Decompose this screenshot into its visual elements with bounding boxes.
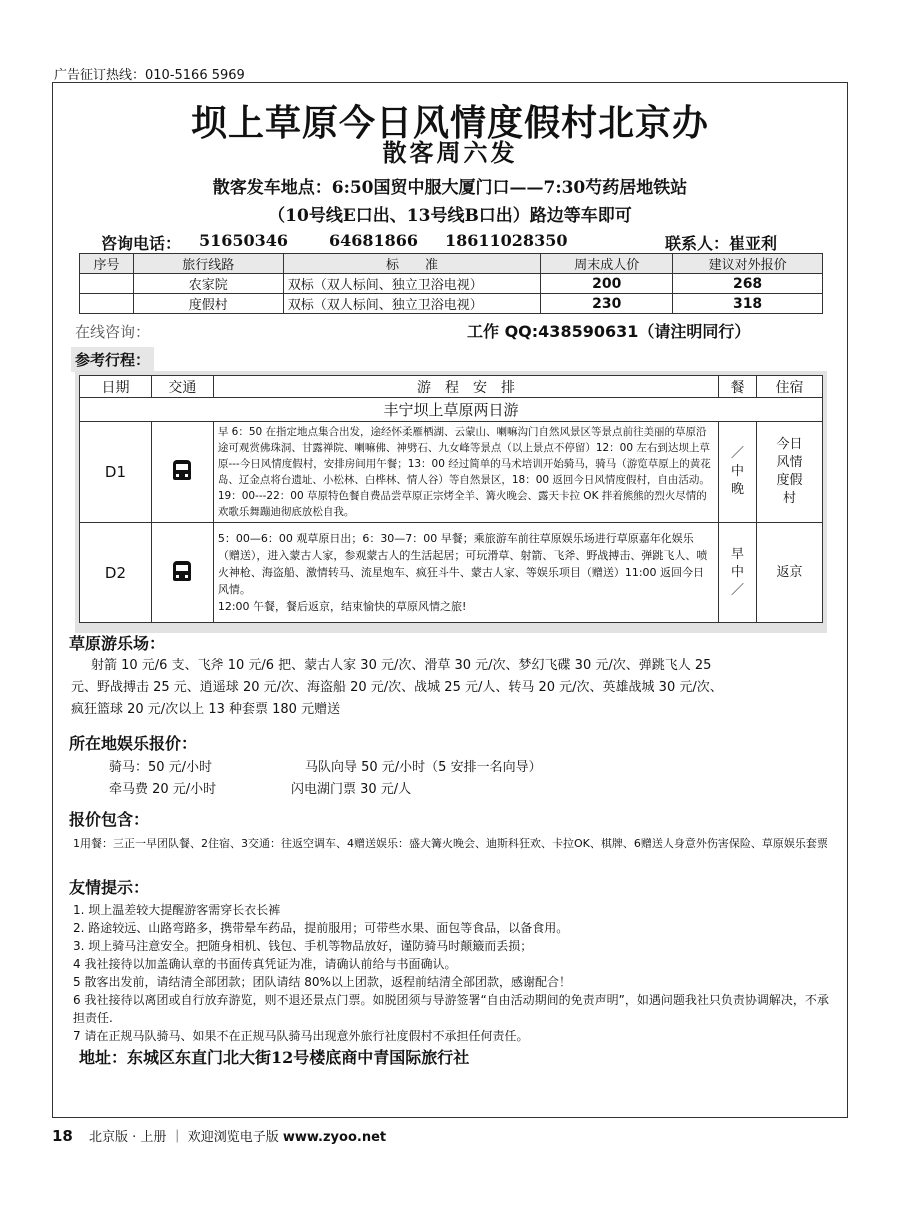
playground-line-3: 疯狂篮球 20 元/次以上 13 种套票 180 元赠送 — [71, 702, 341, 717]
row-suggest-price: 318 — [673, 294, 823, 314]
itinerary-header — [80, 376, 823, 398]
day-label: D1 — [80, 422, 152, 523]
list-item: 5 散客出发前，请结清全部团款；团队请结 80%以上团款，返程前结清全部团款，感谢配合！ — [73, 975, 571, 989]
header-cell: 游 程 安 排 — [213, 376, 718, 398]
table-row — [80, 523, 823, 623]
row-standard: 双标（双人标间、独立卫浴电视） — [283, 274, 541, 294]
row-no — [80, 274, 134, 294]
table-row — [80, 422, 823, 523]
day-description: 5：00—6：00 观草原日出；6：30—7：00 早餐；乘旅游车前往草原娱乐场进行草原嘉年化娱乐（赠送），进入蒙古人家，参观蒙古人的生活起居；可玩滑草、射箭、飞斧、野战搏击、弹跳飞人、喷火神枪、海盗船、激情转马、流星炮车、疯狂斗牛、蒙古人家、等娱乐项目（赠送）11:00 返回今日风情。 12:00 午餐，餐后返京，结束愉快的草原风情之旅! — [213, 523, 718, 623]
header-cell: 建议对外报价 — [673, 254, 823, 274]
transport-cell — [151, 523, 213, 623]
price-table — [79, 253, 823, 314]
header-cell: 旅行线路 — [133, 254, 283, 274]
playground-title: 草原游乐场： — [69, 634, 166, 653]
playground-line-1: 射箭 10 元/6 支、飞斧 10 元/6 把、蒙古人家 30 元/次、滑草 30 元/次、梦幻飞碟 30 元/次、弹跳飞人 25 — [91, 658, 712, 673]
list-item: 3. 坝上骑马注意安全。把随身相机、钱包、手机等物品放好，谨防骑马时颠簸而丢损； — [73, 939, 533, 953]
row-standard: 双标（双人标间、独立卫浴电视） — [283, 294, 541, 314]
online-consult-label: 在线咨询： — [75, 323, 151, 341]
header-cell: 周末成人价 — [541, 254, 673, 274]
list-item: 7 请在正规马队骑马、如果不在正规马队骑马出现意外旅行社度假村不承担任何责任。 — [73, 1029, 529, 1043]
stay-info — [757, 422, 823, 523]
playground-line-2: 元、野战搏击 25 元、逍遥球 20 元/次、海盗船 20 元/次、战城 25 元/人、转马 20 元/次、英雄战城 30 元/次、 — [71, 680, 723, 695]
table-row — [80, 274, 823, 294]
stay-info — [757, 523, 823, 623]
list-item: 6 我社接待以离团或自行放弃游览，则不退还景点门票。如脱团须与导游签署“自由活动期间的免责声明”，如遇问题我社只负责协调解决，不承担责任. — [73, 993, 829, 1025]
page-number: 18 — [52, 1127, 73, 1145]
tips-list — [73, 901, 833, 1045]
meal-text: 早 中 ／ — [731, 546, 745, 598]
slogan: 欢迎浏览电子版 — [187, 1130, 279, 1145]
itinerary-panel — [75, 371, 827, 633]
website-link[interactable]: www.zyoo.net — [282, 1130, 387, 1145]
table-row — [80, 294, 823, 314]
row-route: 度假村 — [133, 294, 283, 314]
departure-line-2: （10号线E口出、13号线B口出）路边等车即可 — [268, 206, 632, 226]
tips-title: 友情提示： — [69, 878, 150, 897]
page-subtitle: 散客周六发 — [382, 139, 518, 167]
local-price-lake: 闪电湖门票 30 元/人 — [291, 782, 412, 797]
reference-itinerary-label: 参考行程： — [71, 347, 154, 372]
local-price-horse: 骑马：50 元/小时 — [109, 760, 213, 775]
stay-text: 今日 风情 度假 村 — [776, 437, 803, 506]
flyer-frame — [52, 82, 848, 1118]
price-table-header — [80, 254, 823, 274]
divider: ｜ — [170, 1130, 188, 1145]
header-cell: 住宿 — [757, 376, 823, 398]
header-cell: 交通 — [151, 376, 213, 398]
meal-info — [719, 422, 757, 523]
list-item: 4 我社接待以加盖确认章的书面传真凭证为准，请确认前给与书面确认。 — [73, 957, 457, 971]
transport-cell — [151, 422, 213, 523]
contact-phone-3[interactable]: 18611028350 — [445, 231, 568, 250]
itinerary-table — [79, 375, 823, 623]
contact-phone-1[interactable]: 51650346 — [199, 231, 289, 250]
row-price: 200 — [541, 274, 673, 294]
meal-info — [719, 523, 757, 623]
address: 地址：东城区东直门北大街12号楼底商中青国际旅行社 — [79, 1048, 470, 1067]
contact-label: 咨询电话： — [101, 234, 182, 253]
edition-label: 北京版 · 上册 — [89, 1130, 167, 1145]
local-price-lead: 牵马费 20 元/小时 — [109, 782, 217, 797]
row-no — [80, 294, 134, 314]
stay-text: 返京 — [776, 564, 803, 580]
list-item: 1. 坝上温差较大提醒游客需穿长衣长裤 — [73, 903, 281, 917]
qq-contact[interactable]: 工作 QQ:438590631（请注明同行） — [467, 322, 751, 341]
list-item: 2. 路途较远、山路弯路多，携带晕车药品，提前服用；可带些水果、面包等食品，以备食用。 — [73, 921, 569, 935]
header-cell: 日期 — [80, 376, 152, 398]
bus-icon — [173, 460, 191, 480]
page-footer — [52, 1126, 386, 1145]
bus-icon — [173, 561, 191, 581]
header-cell: 餐 — [719, 376, 757, 398]
row-route: 农家院 — [133, 274, 283, 294]
ad-hotline: 广告征订热线：010-5166 5969 — [54, 68, 245, 83]
local-price-title: 所在地娱乐报价： — [69, 734, 198, 753]
includes-text: 1用餐：三正一早团队餐、2住宿、3交通：往返空调车、4赠送娱乐：盛大篝火晚会、迪斯科狂欢、卡拉OK、棋牌、6赠送人身意外伤害保险、草原娱乐套票 — [73, 837, 828, 850]
header-cell: 标 准 — [283, 254, 541, 274]
includes-title: 报价包含： — [69, 810, 150, 829]
local-price-guide: 马队向导 50 元/小时（5 安排一名向导） — [305, 760, 542, 775]
meal-text: ／ 中 晚 — [731, 446, 745, 497]
row-price: 230 — [541, 294, 673, 314]
day-label: D2 — [80, 523, 152, 623]
page-title: 坝上草原今日风情度假村北京办 — [190, 103, 709, 144]
day-description: 早 6：50 在指定地点集合出发，途经怀柔雁栖湖、云蒙山、喇嘛沟门自然风景区等景点前往美丽的草原沿途可观赏佛珠洞、甘露禅院、喇嘛佛、神劈石、九女峰等景点（以上景点不停留）12：00 左右到达坝上草原---今日风情度假村，安排房间用午餐；13：00 经过简单的马术培训开始骑马，骑马（游览草原上的黄花岛、辽金点将台遗址、小松林、白桦林、情人谷）等自然景区，18：00 返回今日风情度假村，自由活动。19：00---22：00 草原特色餐自费品尝草原正宗烤全羊、篝火晚会、露天卡拉 OK 拌着熊熊的烈火尽情的欢歌乐舞蹦迪彻底放松自我。 — [213, 422, 718, 523]
departure-line-1: 散客发车地点：6:50国贸中服大厦门口——7:30芍药居地铁站 — [212, 178, 688, 198]
contact-phone-2[interactable]: 64681866 — [329, 231, 419, 250]
row-suggest-price: 268 — [673, 274, 823, 294]
header-cell: 序号 — [80, 254, 134, 274]
contact-person: 联系人：崔亚利 — [665, 234, 778, 253]
route-name: 丰宁坝上草原两日游 — [80, 398, 823, 422]
